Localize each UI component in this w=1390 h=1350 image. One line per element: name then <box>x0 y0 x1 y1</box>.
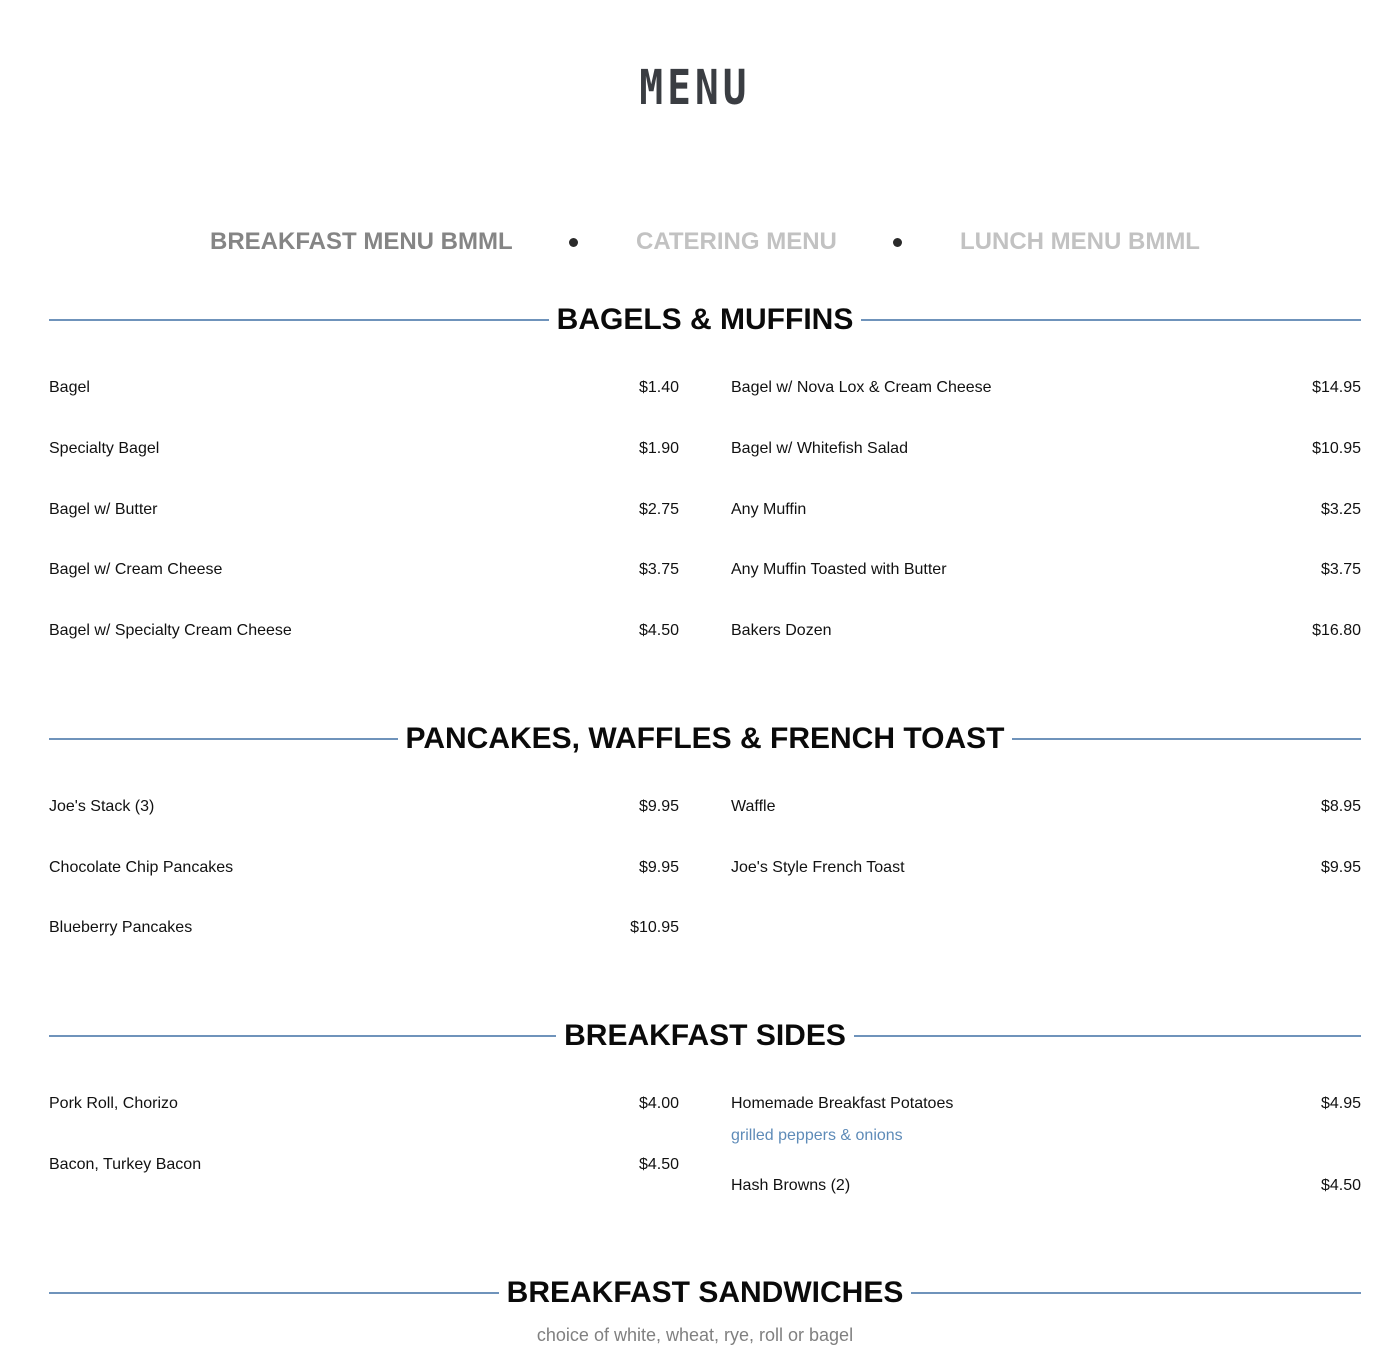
menu-item-name: Any Muffin Toasted with Butter <box>731 561 947 578</box>
page-title: MENU <box>639 60 751 116</box>
menu-item-name: Waffle <box>731 798 776 815</box>
section-divider <box>49 1035 556 1037</box>
menu-item <box>49 856 679 880</box>
menu-item <box>49 1153 679 1177</box>
menu-item-name: Bagel <box>49 379 90 396</box>
tab-breakfast-menu[interactable]: BREAKFAST MENU BMML <box>210 228 513 255</box>
menu-item <box>49 558 679 582</box>
menu-item-price: $10.95 <box>630 919 679 936</box>
menu-item-name: Bagel w/ Nova Lox & Cream Cheese <box>731 379 992 396</box>
section-header-pancakes <box>49 719 1361 759</box>
section-title: BAGELS & MUFFINS <box>556 303 854 336</box>
section-title: BREAKFAST SANDWICHES <box>506 1276 904 1309</box>
section-header-breakfast-sides <box>49 1016 1361 1056</box>
section-title: PANCAKES, WAFFLES & FRENCH TOAST <box>405 722 1005 755</box>
menu-item-name: Bacon, Turkey Bacon <box>49 1156 202 1173</box>
menu-item-price: $4.50 <box>638 622 679 639</box>
section-header-bagels-muffins <box>49 300 1361 340</box>
section-header-breakfast-sandwiches <box>49 1273 1361 1313</box>
menu-item <box>49 437 679 461</box>
section-divider <box>911 1292 1361 1294</box>
menu-item <box>731 1092 1361 1116</box>
menu-item <box>731 558 1361 582</box>
section-divider <box>861 319 1361 321</box>
menu-item-price: $3.75 <box>1320 561 1361 578</box>
section-divider <box>49 319 549 321</box>
menu-item-price: $10.95 <box>1312 440 1361 457</box>
menu-item-name: Pork Roll, Chorizo <box>49 1095 178 1112</box>
menu-item-price: $4.95 <box>1320 1095 1361 1112</box>
menu-item-name: Joe's Stack (3) <box>49 798 155 815</box>
section-divider <box>854 1035 1361 1037</box>
menu-item-name: Bagel w/ Specialty Cream Cheese <box>49 622 292 639</box>
menu-item <box>49 498 679 522</box>
menu-item-name: Bagel w/ Butter <box>49 501 158 518</box>
menu-item-price: $8.95 <box>1320 798 1361 815</box>
menu-item-name: Bagel w/ Cream Cheese <box>49 561 223 578</box>
menu-item-name: Specialty Bagel <box>49 440 160 457</box>
menu-item <box>49 795 679 819</box>
tab-lunch-menu[interactable]: LUNCH MENU BMML <box>960 228 1200 255</box>
menu-item <box>731 376 1361 400</box>
menu-item-name: Any Muffin <box>731 501 807 518</box>
menu-item-name: Chocolate Chip Pancakes <box>49 859 234 876</box>
menu-item-price: $9.95 <box>638 798 679 815</box>
menu-item <box>49 619 679 643</box>
menu-item-price: $9.95 <box>638 859 679 876</box>
menu-item-name: Hash Browns (2) <box>731 1177 851 1194</box>
menu-item-price: $14.95 <box>1312 379 1361 396</box>
tab-separator-dot <box>893 238 902 247</box>
menu-item-price: $4.00 <box>638 1095 679 1112</box>
menu-item-name: Blueberry Pancakes <box>49 919 193 936</box>
menu-item-price: $4.50 <box>638 1156 679 1173</box>
menu-item <box>731 856 1361 880</box>
menu-item-price: $4.50 <box>1320 1177 1361 1194</box>
menu-item-description: grilled peppers & onions <box>731 1127 903 1144</box>
section-title: BREAKFAST SIDES <box>564 1019 846 1052</box>
section-divider <box>49 1292 499 1294</box>
section-divider <box>1012 738 1361 740</box>
menu-item-price: $1.90 <box>638 440 679 457</box>
menu-item <box>731 498 1361 522</box>
section-divider <box>49 738 398 740</box>
menu-item-price: $2.75 <box>638 501 679 518</box>
menu-item-name: Joe's Style French Toast <box>731 859 905 876</box>
menu-item-price: $9.95 <box>1320 859 1361 876</box>
menu-item <box>49 1092 679 1116</box>
menu-tabs <box>0 226 1390 258</box>
menu-item <box>731 1174 1361 1198</box>
menu-item <box>731 619 1361 643</box>
menu-item <box>731 437 1361 461</box>
section-subtitle: choice of white, wheat, rye, roll or bagel <box>536 1325 854 1345</box>
menu-item <box>49 916 679 940</box>
menu-item <box>731 795 1361 819</box>
menu-item-name: Bakers Dozen <box>731 622 832 639</box>
menu-item-price: $16.80 <box>1312 622 1361 639</box>
menu-item-price: $1.40 <box>638 379 679 396</box>
menu-item-name: Homemade Breakfast Potatoes <box>731 1095 954 1112</box>
tab-separator-dot <box>569 238 578 247</box>
menu-item <box>49 376 679 400</box>
menu-item-price: $3.75 <box>638 561 679 578</box>
tab-catering-menu[interactable]: CATERING MENU <box>636 228 837 255</box>
menu-item-name: Bagel w/ Whitefish Salad <box>731 440 908 457</box>
menu-item-price: $3.25 <box>1320 501 1361 518</box>
